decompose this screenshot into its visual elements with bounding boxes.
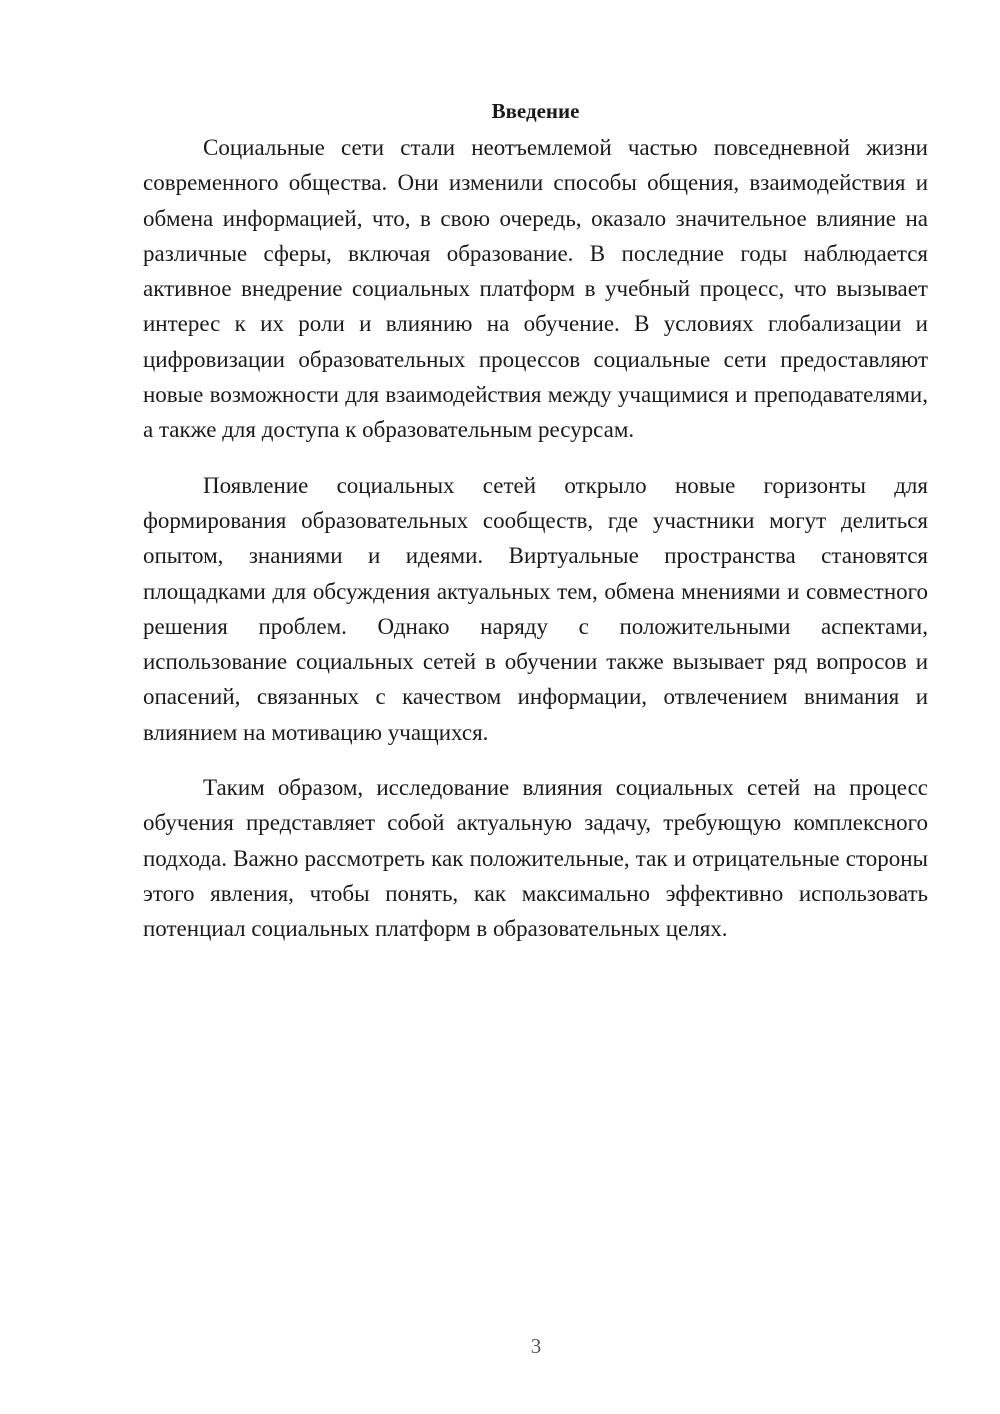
section-heading: Введение: [491, 99, 580, 123]
page-number: 3: [530, 1334, 542, 1358]
paragraph-1: Социальные сети стали неотъемлемой частью повседневной жизни современного общества. Они изменили способы общения, взаимодействия и обмена информацией, что, в свою очередь, оказало значительное влияние на различные сферы, включая образование. В последние годы наблюдается активное внедрение социальных платформ в учебный процесс, что вызывает интерес к их роли и влиянию на обучение. В условиях глобализации и цифровизации образовательных процессов социальные сети предоставляют новые возможности для взаимодействия между учащимися и преподавателями, а также для доступа к образовательным ресурсам.: [143, 135, 928, 443]
paragraph-3: Таким образом, исследование влияния социальных сетей на процесс обучения представляет собой актуальную задачу, требующую комплексного подхода. Важно рассмотреть как положительные, так и отрицательные стороны этого явления, чтобы понять, как максимально эффективно использовать потенциал социальных платформ в образовательных целях.: [143, 775, 928, 942]
paragraph-2: Появление социальных сетей открыло новые горизонты для формирования образовательных сообществ, где участники могут делиться опытом, знаниями и идеями. Виртуальные пространства становятся площадками для обсуждения актуальных тем, обмена мнениями и совместного решения проблем. Однако наряду с положительными аспектами, использование социальных сетей в обучении также вызывает ряд вопросов и опасений, связанных с качеством информации, отвлечением внимания и влиянием на мотивацию учащихся.: [143, 472, 928, 745]
page-content: [143, 94, 928, 967]
